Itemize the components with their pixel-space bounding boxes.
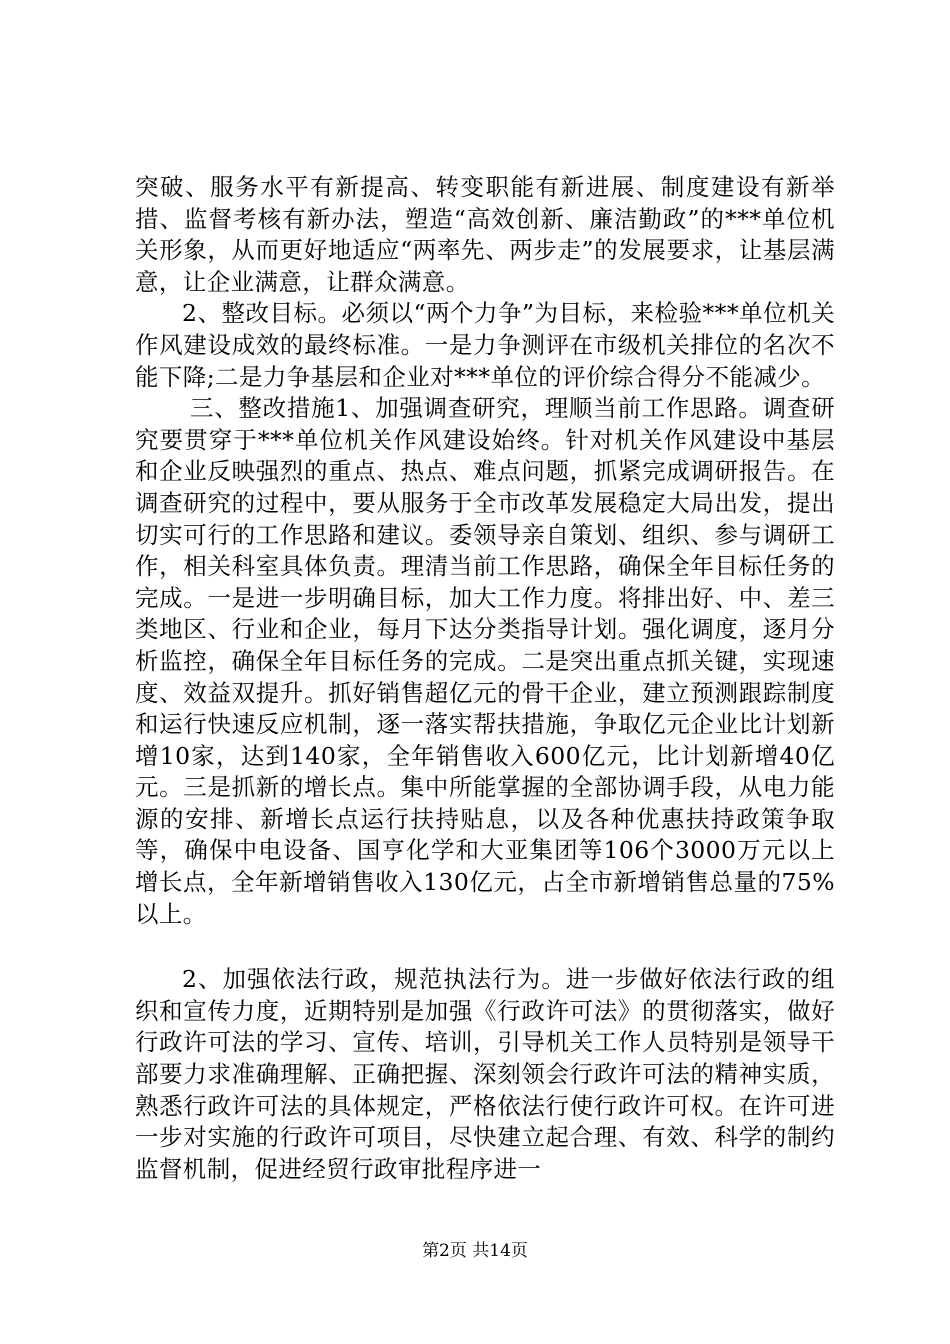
- document-body: [135, 172, 835, 1185]
- page-number-footer: 第2页 共14页: [422, 1241, 528, 1261]
- paragraph-rectification-measures: 三、整改措施1、加强调查研究，理顺当前工作思路。调查研究要贯穿于***单位机关作风建设始终。针对机关作风建设中基层和企业反映强烈的重点、热点、难点问题，抓紧完成调研报告。在调查研究的过程中，要从服务于全市改革发展稳定大局出发，提出切实可行的工作思路和建议。委领导亲自策划、组织、参与调研工作，相关科室具体负责。理清当前工作思路，确保全年目标任务的完成。一是进一步明确目标，加大工作力度。将排出好、中、差三类地区、行业和企业，每月下达分类指导计划。强化调度，逐月分析监控，确保全年目标任务的完成。二是突出重点抓关键，实现速度、效益双提升。抓好销售超亿元的骨干企业，建立预测跟踪制度和运行快速反应机制，逐一落实帮扶措施，争取亿元企业比计划新增10家，达到140家，全年销售收入600亿元，比计划新增40亿元。三是抓新的增长点。集中所能掌握的全部协调手段，从电力能源的安排、新增长点运行扶持贴息，以及各种优惠扶持政策争取等，确保中电设备、国亨化学和大亚集团等106个3000万元以上增长点，全年新增销售收入130亿元，占全市新增销售总量的75%以上。: [135, 394, 835, 928]
- paragraph-continuation: 突破、服务水平有新提高、转变职能有新进展、制度建设有新举措、监督考核有新办法，塑造“高效创新、廉洁勤政”的***单位机关形象，从而更好地适应“两率先、两步走”的发展要求，让基层满意，让企业满意，让群众满意。: [135, 173, 835, 296]
- paragraph-law-administration: 2、加强依法行政，规范执法行为。进一步做好依法行政的组织和宣传力度，近期特别是加强《行政许可法》的贯彻落实，做好行政许可法的学习、宣传、培训，引导机关工作人员特别是领导干部要力求准确理解、正确把握、深刻领会行政许可法的精神实质，熟悉行政许可法的具体规定，严格依法行使行政许可权。在许可进一步对实施的行政许可项目，尽快建立起合理、有效、科学的制约监督机制，促进经贸行政审批程序进一: [135, 965, 835, 1183]
- paragraph-rectification-goal: 2、整改目标。必须以“两个力争”为目标，来检验***单位机关作风建设成效的最终标准。一是力争测评在市级机关排位的名次不能下降;二是力争基层和企业对***单位的评价综合得分不能减少。: [135, 299, 835, 391]
